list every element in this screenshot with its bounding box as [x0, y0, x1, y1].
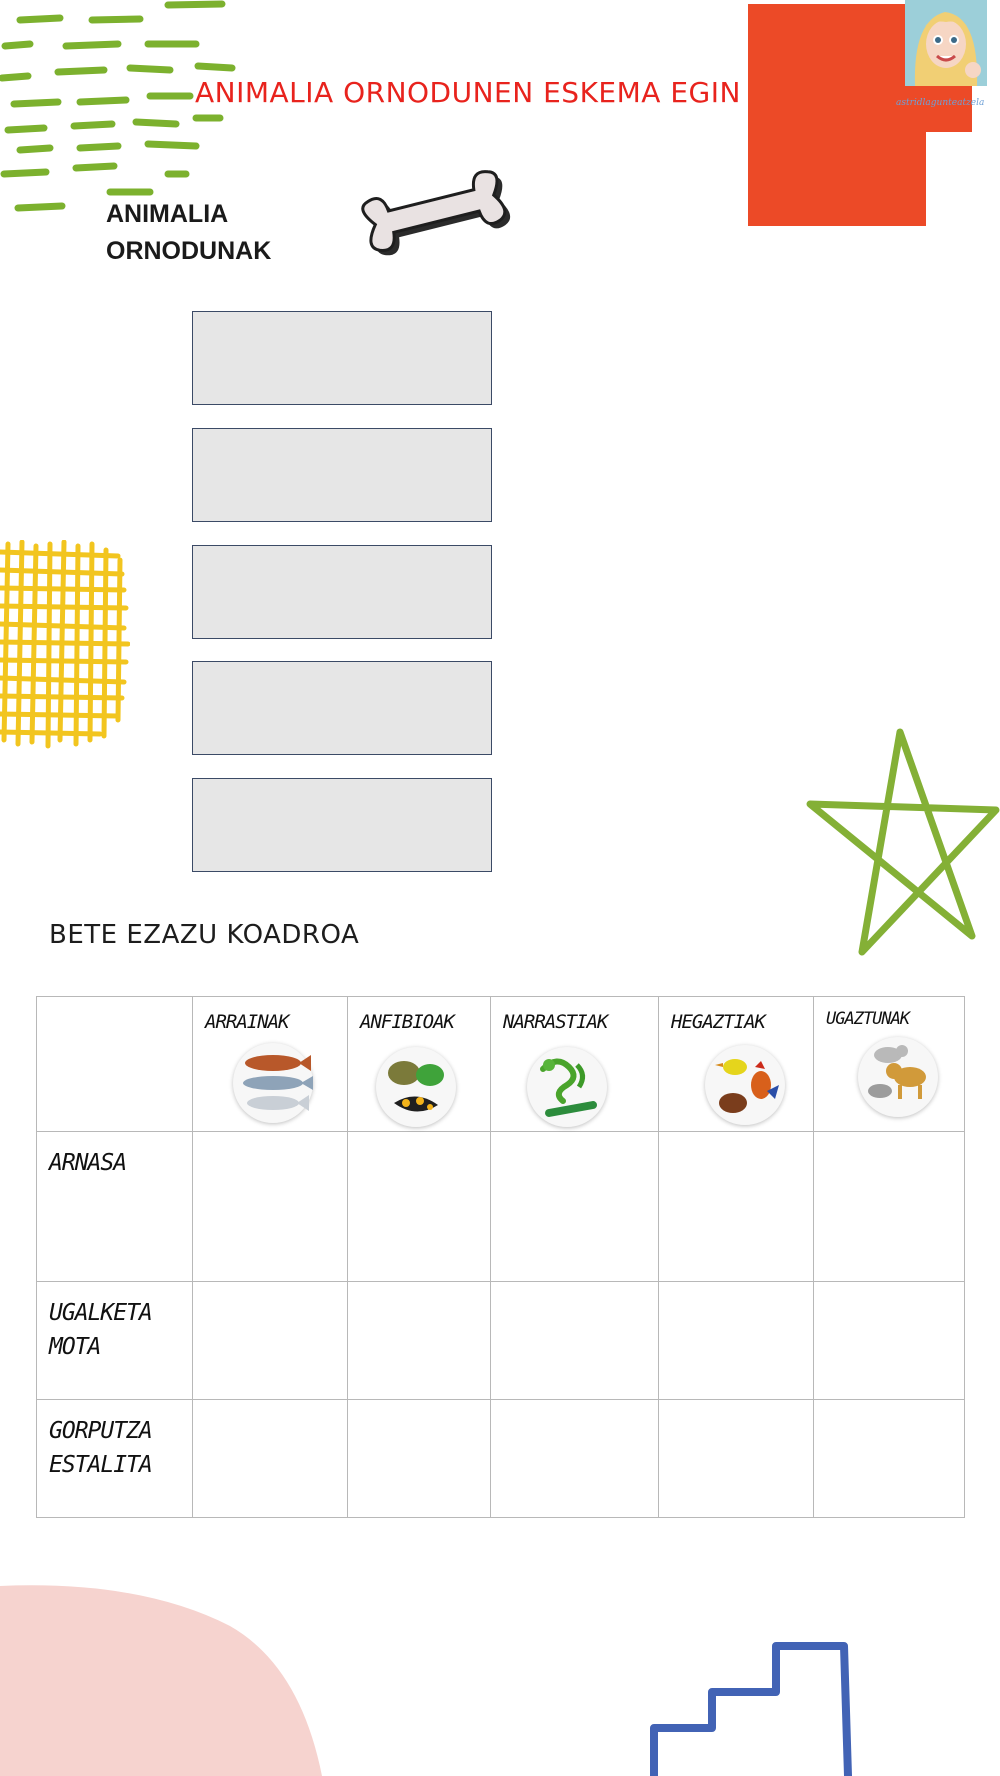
row-header-label [49, 1296, 189, 1364]
table-cell[interactable] [491, 1132, 659, 1282]
column-header-label: UGAZTUNAK [826, 1009, 910, 1029]
row-header-label-line-1: GORPUTZA [49, 1418, 152, 1444]
row-header-ugalketa-mota [37, 1282, 193, 1400]
answer-box-2[interactable] [192, 428, 492, 522]
yellow-mesh-decoration [0, 540, 130, 750]
section-heading-line-1: ANIMALIA [106, 200, 229, 228]
table-row [37, 1400, 965, 1518]
row-header-label [49, 1414, 189, 1482]
table-cell[interactable] [491, 1400, 659, 1518]
column-header-narrastiak [491, 997, 659, 1132]
row-header-label-line-2: MOTA [49, 1334, 101, 1360]
snake-icon [527, 1047, 607, 1127]
table-cell[interactable] [659, 1400, 814, 1518]
table-cell[interactable] [348, 1132, 491, 1282]
answer-box-5[interactable] [192, 778, 492, 872]
table-cell[interactable] [193, 1132, 348, 1282]
row-header-gorputza-estalita [37, 1400, 193, 1518]
frog-icon [376, 1047, 456, 1127]
reptile-image [527, 1047, 607, 1127]
avatar-icon [905, 0, 987, 86]
table-cell[interactable] [814, 1282, 965, 1400]
fish-image [233, 1043, 313, 1123]
page-title: ANIMALIA ORNODUNEN ESKEMA EGIN [195, 76, 741, 109]
column-header-hegaztiak [659, 997, 814, 1132]
table-cell[interactable] [193, 1282, 348, 1400]
table-cell[interactable] [193, 1400, 348, 1518]
table-cell[interactable] [348, 1282, 491, 1400]
fish-icon [233, 1043, 313, 1123]
table-cell[interactable] [814, 1132, 965, 1282]
bone-icon [340, 168, 530, 272]
column-header-label: HEGAZTIAK [671, 1011, 765, 1033]
row-header-arnasa [37, 1132, 193, 1282]
orange-block-decoration [748, 4, 926, 226]
star-icon [800, 726, 1000, 966]
amphibian-image [376, 1047, 456, 1127]
section-heading-line-2: ORNODUNAK [106, 237, 272, 265]
blue-steps-decoration [640, 1630, 860, 1776]
table-cell[interactable] [348, 1400, 491, 1518]
row-header-label-line-2: ESTALITA [49, 1452, 152, 1478]
bird-icon [705, 1045, 785, 1125]
column-header-arrainak [193, 997, 348, 1132]
table-row [37, 1132, 965, 1282]
table-row [37, 1282, 965, 1400]
column-header-label: ANFIBIOAK [360, 1011, 454, 1033]
answer-box-4[interactable] [192, 661, 492, 755]
column-header-label: ARRAINAK [205, 1011, 289, 1033]
row-header-label [49, 1146, 189, 1180]
column-header-ugaztunak [814, 997, 965, 1132]
bird-image [705, 1045, 785, 1125]
watermark-text: astridlagunteatzela [896, 98, 985, 108]
dog-icon [858, 1037, 938, 1117]
pink-blob-decoration [0, 1570, 330, 1776]
green-dash-decoration [0, 0, 240, 220]
table-cell[interactable] [659, 1282, 814, 1400]
instruction-text: BETE EZAZU KOADROA [49, 920, 360, 950]
classification-table [36, 996, 965, 1518]
avatar [905, 0, 987, 86]
table-corner-cell [37, 997, 193, 1132]
table-cell[interactable] [491, 1282, 659, 1400]
answer-box-3[interactable] [192, 545, 492, 639]
answer-box-1[interactable] [192, 311, 492, 405]
table-cell[interactable] [659, 1132, 814, 1282]
table-cell[interactable] [814, 1400, 965, 1518]
column-header-anfibioak [348, 997, 491, 1132]
table-header-row [37, 997, 965, 1132]
column-header-label: NARRASTIAK [503, 1011, 608, 1033]
section-heading [106, 196, 271, 270]
row-header-label-line-1: UGALKETA [49, 1300, 152, 1326]
mammal-image [858, 1037, 938, 1117]
row-header-label-line-1: ARNASA [49, 1150, 127, 1176]
